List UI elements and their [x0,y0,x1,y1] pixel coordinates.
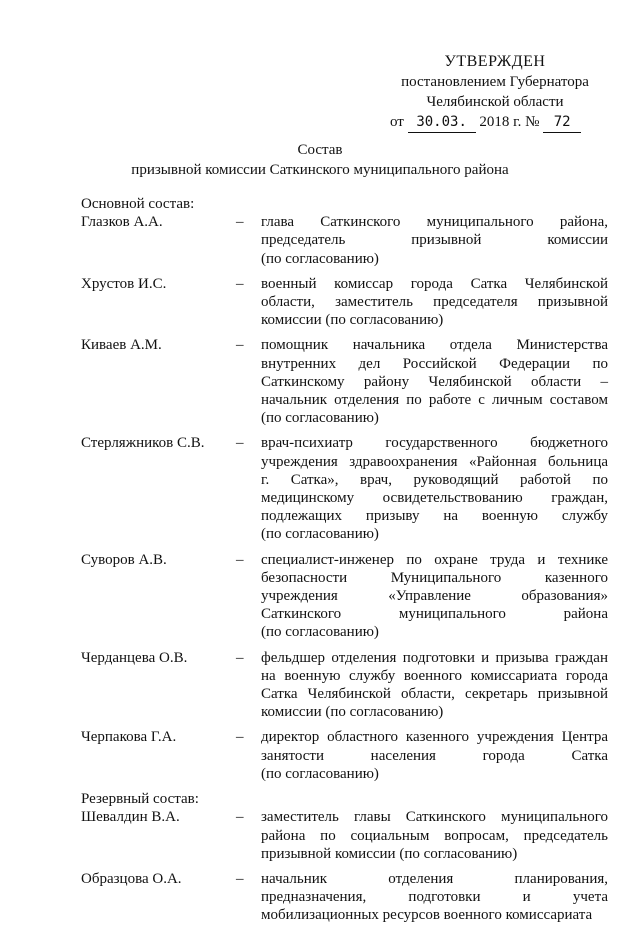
member-description-line: директор областного казенного учреждения Центра [261,729,608,746]
member-name: Хрустов И.С. [81,275,167,292]
member-row [81,870,608,925]
member-row [81,336,608,427]
member-row [81,434,608,543]
member-description-line: (по согласованию) [261,526,379,543]
member-name: Глазков А.А. [81,214,163,231]
member-dash: – [236,551,244,568]
approval-date: 30.03. [408,112,476,133]
member-row [81,213,608,268]
member-dash: – [236,809,244,826]
member-description [261,275,608,330]
member-row [81,728,608,783]
reserve-section-label: Резервный состав: [81,791,199,808]
member-description [261,808,608,863]
member-description-line: специалист-инженер по охране труда и технике [261,551,608,568]
member-description-line: начальник отделения планирования, [261,870,608,887]
member-description-line: помощник начальника отдела Министерства [261,337,608,354]
member-description-line: г. Сатка», врач, руководящий работой по [261,471,608,488]
member-dash: – [236,435,244,452]
approval-line-2: Челябинской области [426,94,564,110]
members-list [81,195,608,932]
document-title [60,140,580,180]
member-name: Стерляжников С.В. [81,435,205,452]
member-description-line: врач-психиатр государственного бюджетного [261,435,608,452]
member-description [261,434,608,543]
member-description-line: подлежащих призыву на военную службу [261,508,608,525]
member-row [81,649,608,722]
member-row [81,808,608,863]
member-description [261,870,608,925]
member-description [261,336,608,427]
member-description-line: фельдшер отделения подготовки и призыва граждан [261,649,608,666]
member-dash: – [236,729,244,746]
member-description-line: призывной комиссии (по согласованию) [261,845,518,862]
main-section-label: Основной состав: [81,196,195,212]
member-description-line: Саткинскому району Челябинской области – [261,373,608,390]
member-description-line: внутренних дел Российской Федерации по [261,355,608,372]
member-description-line: предназначения, подготовки и учета [261,889,608,906]
approval-prefix: от [390,114,404,130]
member-description-line: занятости населения города Сатка [261,747,608,764]
member-dash: – [236,870,244,887]
member-description-line: мобилизационных ресурсов военного комиссариата [261,907,593,924]
title-line-1: Состав [297,142,343,158]
member-name: Шевалдин В.А. [81,809,180,826]
member-description-line: учреждения здравоохранения «Районная больница [261,453,608,470]
member-description [261,213,608,268]
member-description-line: военный комиссар города Сатка Челябинской [261,275,608,292]
approval-number: 72 [543,112,581,133]
member-description-line: области, заместитель председателя призывной [261,294,608,311]
member-name: Черданцева О.В. [81,649,188,666]
member-name: Суворов А.В. [81,551,167,568]
member-name: Черпакова Г.А. [81,729,177,746]
approval-line-1: постановлением Губернатора [401,74,589,90]
member-description-line: (по согласованию) [261,765,379,782]
member-description-line: на военную службу военного комиссариата города [261,667,608,684]
member-row [81,275,608,330]
approval-stamp [380,52,610,133]
member-description-line: (по согласованию) [261,624,379,641]
member-description-line: учреждения «Управление образования» [261,588,608,605]
member-description-line: начальник отделения по работе с личным составом [261,392,608,409]
approval-heading: УТВЕРЖДЕН [444,53,546,70]
member-description-line: (по согласованию) [261,250,379,267]
member-description [261,649,608,722]
member-description-line: Сатка Челябинской области, секретарь призывной [261,686,608,703]
member-description-line: Саткинского муниципального района [261,606,608,623]
member-description [261,551,608,642]
member-dash: – [236,275,244,292]
member-dash: – [236,214,244,231]
member-row [81,551,608,642]
member-description-line: медицинскому освидетельствованию граждан, [261,490,608,507]
approval-number-sign: № [525,114,540,130]
approval-date-line [380,112,610,133]
member-description-line: председатель призывной комиссии [261,232,608,249]
member-description-line: безопасности Муниципального казенного [261,569,608,586]
member-description-line: района по социальным вопросам, председатель [261,827,608,844]
member-description-line: глава Саткинского муниципального района, [261,214,608,231]
member-dash: – [236,337,244,354]
reserve-members [81,808,608,924]
member-name: Киваев А.М. [81,337,162,354]
main-members [81,213,608,783]
member-dash: – [236,649,244,666]
approval-year: 2018 г. [479,114,522,130]
member-description-line: комиссии (по согласованию) [261,312,444,329]
title-line-2: призывной комиссии Саткинского муниципального района [131,162,509,178]
member-description-line: комиссии (по согласованию) [261,704,444,721]
member-name: Образцова О.А. [81,870,182,887]
member-description-line: заместитель главы Саткинского муниципального [261,809,608,826]
member-description-line: (по согласованию) [261,410,379,427]
member-description [261,728,608,783]
